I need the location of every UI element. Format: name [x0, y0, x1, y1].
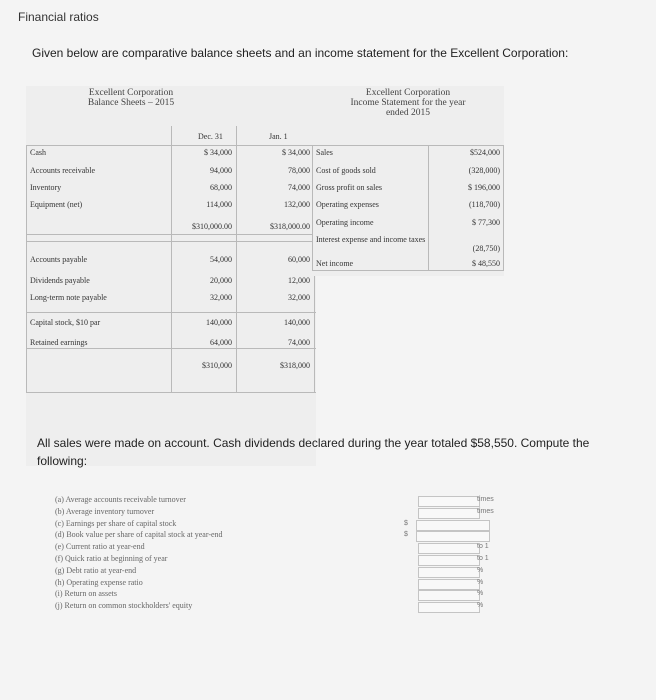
bs-row-jan-value: 32,000	[288, 293, 310, 302]
is-row-value: $ 196,000	[468, 183, 500, 192]
bs-row-dec-value: 64,000	[210, 338, 232, 347]
answer-input[interactable]	[416, 531, 490, 542]
bs-row-dec-value: 54,000	[210, 255, 232, 264]
bs-row-jan-value: 132,000	[284, 200, 310, 209]
income-statement-table	[312, 86, 504, 276]
bs-row-dec-value: $ 34,000	[204, 148, 232, 157]
income-statement-title-2: Income Statement for the year	[350, 98, 466, 108]
answer-input[interactable]	[418, 602, 480, 613]
is-row-label: Cost of goods sold	[316, 166, 376, 175]
answer-input[interactable]	[418, 579, 480, 590]
bs-row-label: Accounts payable	[30, 255, 88, 264]
answer-input[interactable]	[418, 555, 480, 566]
bs-row-jan-value: 74,000	[288, 183, 310, 192]
is-row-label: Sales	[316, 148, 333, 157]
is-row-value: (328,000)	[468, 166, 500, 175]
answer-unit: to 1	[477, 543, 489, 551]
bs-row-jan-value: 12,000	[288, 276, 310, 285]
question-text: (d) Book value per share of capital stock at year-end	[55, 530, 223, 540]
question-text: (i) Return on assets	[55, 589, 117, 599]
is-row-value: $524,000	[470, 148, 500, 157]
bs-row-jan-value: 78,000	[288, 166, 310, 175]
answer-unit: %	[477, 602, 484, 610]
answer-input[interactable]	[418, 567, 480, 578]
question-text: (j) Return on common stockholders' equity	[55, 601, 193, 611]
is-row-label: Gross profit on sales	[316, 183, 382, 192]
bs-row-dec-value: 32,000	[210, 293, 232, 302]
answer-unit: times	[477, 507, 494, 515]
answer-unit: to 1	[477, 555, 489, 562]
intro-text: Given below are comparative balance sheets and an income statement for the Excellent Corporation:	[32, 46, 569, 60]
is-row-label: Operating income	[316, 218, 374, 227]
bs-row-jan-value: $318,000	[280, 361, 310, 370]
col-jan-header: Jan. 1	[269, 132, 288, 141]
bs-row-dec-value: 20,000	[210, 276, 232, 285]
is-row-value: $ 77,300	[472, 218, 500, 227]
answer-unit: %	[477, 566, 484, 574]
bs-row-jan-value: 74,000	[288, 338, 310, 347]
answer-prefix: $	[404, 519, 408, 527]
bs-row-label: Capital stock, $10 par	[30, 318, 101, 327]
question-text: (a) Average accounts receivable turnover	[55, 495, 186, 504]
question-text: (h) Operating expense ratio	[55, 577, 143, 587]
balance-sheet-title-2: Balance Sheets – 2015	[87, 98, 175, 108]
page-title: Financial ratios	[18, 10, 99, 24]
bs-row-jan-value: 60,000	[288, 255, 310, 264]
bs-row-label: Inventory	[30, 183, 62, 192]
bs-row-label: Long-term note payable	[30, 293, 107, 302]
bs-row-dec-value: 140,000	[206, 318, 232, 327]
bs-row-label: Dividends payable	[30, 276, 90, 285]
instructions-note: All sales were made on account. Cash dividends declared during the year totaled $58,550. Compute the following:	[37, 436, 590, 468]
bs-row-label: Equipment (net)	[30, 200, 83, 209]
answer-input[interactable]	[416, 520, 490, 531]
question-text: (g) Debt ratio at year-end	[55, 565, 137, 575]
is-row-value: $ 48,550	[472, 259, 500, 268]
answer-unit: %	[477, 590, 484, 598]
is-row-label: Interest expense and income taxes	[316, 235, 426, 244]
bs-row-jan-value: $318,000.00	[270, 222, 310, 231]
is-row-value: (118,700)	[468, 200, 500, 209]
bs-row-dec-value: 114,000	[206, 200, 232, 209]
answer-input[interactable]	[418, 543, 480, 554]
answer-input[interactable]	[418, 590, 480, 601]
bs-row-label: Cash	[30, 148, 46, 157]
answer-input[interactable]	[418, 496, 480, 507]
col-dec-header: Dec. 31	[198, 132, 223, 141]
balance-sheet-table	[26, 86, 316, 466]
is-row-label: Operating expenses	[316, 200, 379, 209]
bs-row-dec-value: 94,000	[210, 166, 232, 175]
income-statement-title-1: Excellent Corporation	[365, 88, 451, 98]
bs-row-dec-value: $310,000.00	[192, 222, 232, 231]
balance-sheet-title-1: Excellent Corporation	[88, 88, 174, 98]
bs-row-jan-value: $ 34,000	[282, 148, 310, 157]
income-statement-title-3: ended 2015	[385, 108, 431, 118]
answer-input[interactable]	[418, 508, 480, 519]
question-text: (e) Current ratio at year-end	[55, 542, 145, 552]
is-row-value: (28,750)	[472, 244, 500, 253]
answer-unit: times	[477, 496, 494, 503]
bs-row-label: Accounts receivable	[30, 166, 96, 175]
bs-row-dec-value: $310,000	[202, 361, 232, 370]
is-row-label: Net income	[316, 259, 354, 268]
bs-row-jan-value: 140,000	[284, 318, 310, 327]
question-text: (f) Quick ratio at beginning of year	[55, 554, 168, 563]
bs-row-label: Retained earnings	[30, 338, 88, 347]
question-text: (c) Earnings per share of capital stock	[55, 518, 177, 528]
bs-row-dec-value: 68,000	[210, 183, 232, 192]
answer-prefix: $	[404, 531, 408, 539]
answer-unit: %	[477, 578, 484, 586]
question-text: (b) Average inventory turnover	[55, 506, 155, 516]
